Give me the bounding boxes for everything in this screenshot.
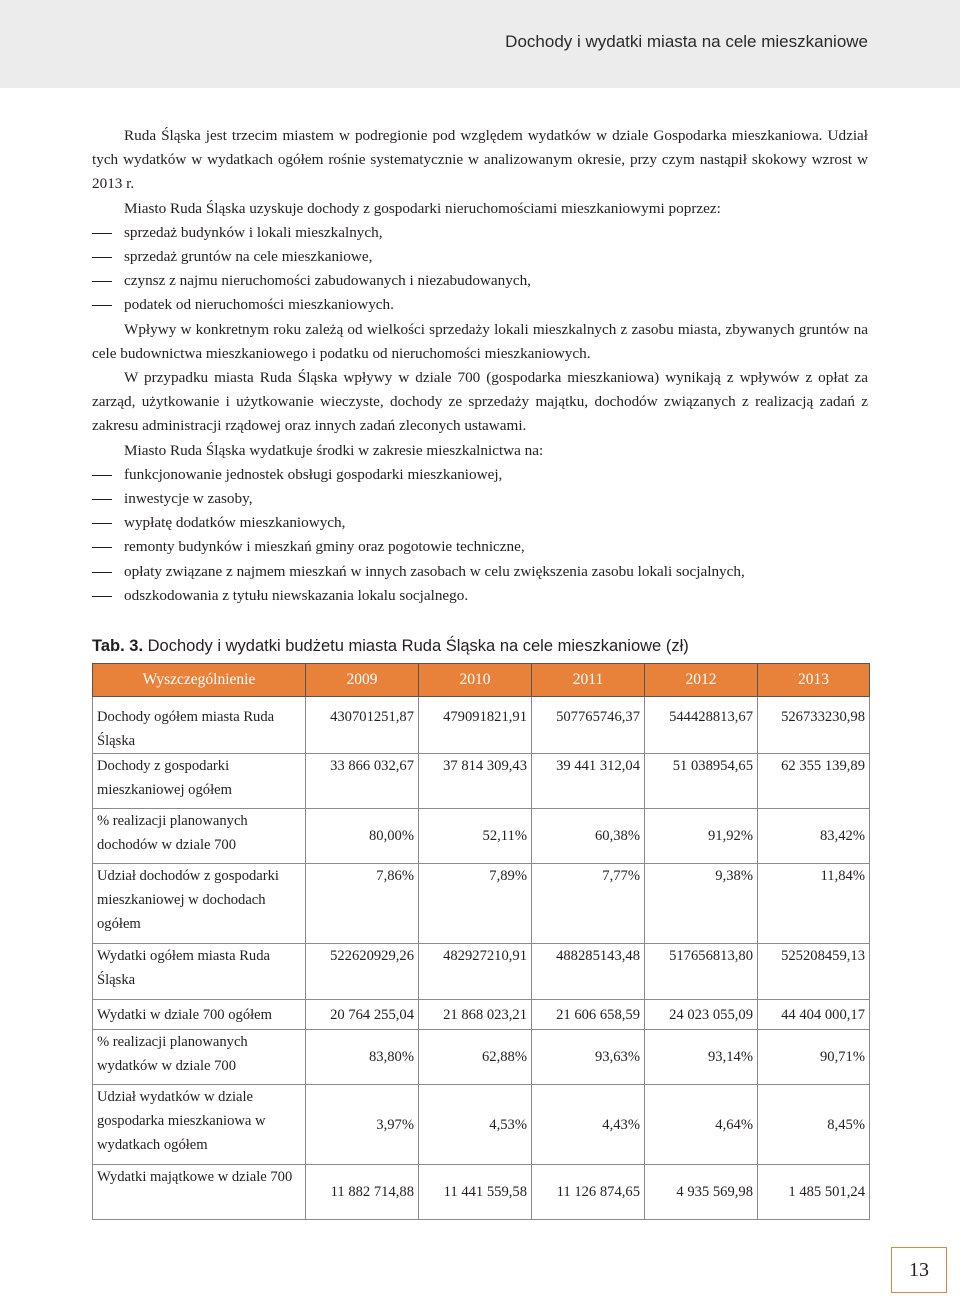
row-label: % realizacji planowanych dochodów w dziale 700 bbox=[93, 809, 306, 864]
table-cell: 507765746,37 bbox=[532, 697, 645, 754]
table-cell: 4,53% bbox=[419, 1085, 532, 1165]
row-label: Udział dochodów z gospodarki mieszkaniowej w dochodach ogółem bbox=[93, 864, 306, 944]
table-cell: 51 038954,65 bbox=[645, 754, 758, 809]
table-cell: 1 485 501,24 bbox=[758, 1165, 870, 1220]
table-cell: 93,63% bbox=[532, 1030, 645, 1085]
page-number: 13 bbox=[891, 1247, 947, 1293]
table-title: Dochody i wydatki budżetu miasta Ruda Śląska na cele mieszkaniowe (zł) bbox=[147, 637, 689, 655]
page-header-bar bbox=[0, 0, 960, 88]
list-item: wypłatę dodatków mieszkaniowych, bbox=[92, 511, 868, 535]
data-table bbox=[92, 663, 870, 1220]
table-cell: 11 882 714,88 bbox=[306, 1165, 419, 1220]
row-label: Wydatki ogółem miasta Ruda Śląska bbox=[93, 944, 306, 1000]
paragraph-3: Wpływy w konkretnym roku zależą od wielkości sprzedaży lokali mieszkalnych z zasobu miasta, zbywanych gruntów na cele budownictwa mieszkaniowego i podatku od nieruchomości mieszkaniowych. bbox=[92, 320, 868, 362]
table-cell: 3,97% bbox=[306, 1085, 419, 1165]
table-cell: 4,43% bbox=[532, 1085, 645, 1165]
row-label: Wydatki w dziale 700 ogółem bbox=[93, 1000, 306, 1030]
table-cell: 11 441 559,58 bbox=[419, 1165, 532, 1220]
table-cell: 517656813,80 bbox=[645, 944, 758, 1000]
running-title: Dochody i wydatki miasta na cele mieszkaniowe bbox=[505, 32, 868, 51]
table-row bbox=[93, 1165, 870, 1220]
paragraph-2: Miasto Ruda Śląska uzyskuje dochody z gospodarki nieruchomościami mieszkaniowymi poprzez: bbox=[124, 199, 721, 217]
list-item: inwestycje w zasoby, bbox=[92, 487, 868, 511]
table-cell: 21 868 023,21 bbox=[419, 1000, 532, 1030]
table-number: Tab. 3. bbox=[92, 637, 144, 655]
table-cell: 4 935 569,98 bbox=[645, 1165, 758, 1220]
table-row bbox=[93, 1030, 870, 1085]
table-cell: 482927210,91 bbox=[419, 944, 532, 1000]
table-cell: 488285143,48 bbox=[532, 944, 645, 1000]
table-cell: 44 404 000,17 bbox=[758, 1000, 870, 1030]
table-cell: 479091821,91 bbox=[419, 697, 532, 754]
table-cell: 91,92% bbox=[645, 809, 758, 864]
table-cell: 7,86% bbox=[306, 864, 419, 944]
income-list bbox=[92, 221, 868, 318]
table-header-row bbox=[93, 664, 870, 697]
table-row bbox=[93, 864, 870, 944]
table-row bbox=[93, 1085, 870, 1165]
list-item: czynsz z najmu nieruchomości zabudowanych i niezabudowanych, bbox=[92, 269, 868, 293]
table-row bbox=[93, 1000, 870, 1030]
list-item: podatek od nieruchomości mieszkaniowych. bbox=[92, 293, 868, 317]
table-cell: 544428813,67 bbox=[645, 697, 758, 754]
table-cell: 37 814 309,43 bbox=[419, 754, 532, 809]
row-label: Udział wydatków w dziale gospodarka mieszkaniowa w wydatkach ogółem bbox=[93, 1085, 306, 1165]
table-cell: 90,71% bbox=[758, 1030, 870, 1085]
table-row bbox=[93, 697, 870, 754]
table-cell: 83,80% bbox=[306, 1030, 419, 1085]
table-cell: 39 441 312,04 bbox=[532, 754, 645, 809]
table-cell: 526733230,98 bbox=[758, 697, 870, 754]
table-row bbox=[93, 754, 870, 809]
header-cell-year: 2010 bbox=[419, 664, 532, 697]
header-cell-year: 2013 bbox=[758, 664, 870, 697]
table-row bbox=[93, 944, 870, 1000]
table-cell: 93,14% bbox=[645, 1030, 758, 1085]
table-cell: 62,88% bbox=[419, 1030, 532, 1085]
header-cell-year: 2012 bbox=[645, 664, 758, 697]
list-item: sprzedaż gruntów na cele mieszkaniowe, bbox=[92, 245, 868, 269]
table-cell: 33 866 032,67 bbox=[306, 754, 419, 809]
table-cell: 7,89% bbox=[419, 864, 532, 944]
table-cell: 11,84% bbox=[758, 864, 870, 944]
paragraph-4: W przypadku miasta Ruda Śląska wpływy w dziale 700 (gospodarka mieszkaniowa) wynikają z wpływów z opłat za zarząd, użytkowanie i użytkowanie wieczyste, dochody ze sprzedaży majątku, dochodów związanych z realizacją zadań z zakresu administracji rządowej oraz innych zadań zleconych ustawami. bbox=[92, 369, 868, 435]
table-cell: 62 355 139,89 bbox=[758, 754, 870, 809]
table-cell: 83,42% bbox=[758, 809, 870, 864]
table-caption bbox=[92, 637, 689, 656]
table-cell: 80,00% bbox=[306, 809, 419, 864]
header-cell-year: 2009 bbox=[306, 664, 419, 697]
header-cell-label: Wyszczególnienie bbox=[93, 664, 306, 697]
paragraph-5: Miasto Ruda Śląska wydatkuje środki w zakresie mieszkalnictwa na: bbox=[124, 441, 544, 459]
table-cell: 7,77% bbox=[532, 864, 645, 944]
list-item: funkcjonowanie jednostek obsługi gospodarki mieszkaniowej, bbox=[92, 463, 868, 487]
row-label: Wydatki majątkowe w dziale 700 bbox=[93, 1165, 306, 1220]
table-cell: 52,11% bbox=[419, 809, 532, 864]
table-cell: 9,38% bbox=[645, 864, 758, 944]
header-cell-year: 2011 bbox=[532, 664, 645, 697]
table-row bbox=[93, 809, 870, 864]
table-cell: 20 764 255,04 bbox=[306, 1000, 419, 1030]
row-label: Dochody z gospodarki mieszkaniowej ogółem bbox=[93, 754, 306, 809]
table-cell: 8,45% bbox=[758, 1085, 870, 1165]
list-item: sprzedaż budynków i lokali mieszkalnych, bbox=[92, 221, 868, 245]
table-cell: 525208459,13 bbox=[758, 944, 870, 1000]
main-text bbox=[92, 124, 868, 608]
list-item: odszkodowania z tytułu niewskazania lokalu socjalnego. bbox=[92, 584, 868, 608]
row-label: % realizacji planowanych wydatków w dziale 700 bbox=[93, 1030, 306, 1085]
table-cell: 24 023 055,09 bbox=[645, 1000, 758, 1030]
table-cell: 522620929,26 bbox=[306, 944, 419, 1000]
table-cell: 430701251,87 bbox=[306, 697, 419, 754]
table-cell: 11 126 874,65 bbox=[532, 1165, 645, 1220]
paragraph-1: Ruda Śląska jest trzecim miastem w podregionie pod względem wydatków w dziale Gospodarka mieszkaniowa. Udział tych wydatków w wydatkach ogółem rośnie systematycznie w analizowanym okresie, przy czym nastąpił skokowy wzrost w 2013 r. bbox=[92, 127, 868, 193]
expense-list bbox=[92, 463, 868, 608]
table-cell: 60,38% bbox=[532, 809, 645, 864]
table-cell: 21 606 658,59 bbox=[532, 1000, 645, 1030]
row-label: Dochody ogółem miasta Ruda Śląska bbox=[93, 697, 306, 754]
list-item: remonty budynków i mieszkań gminy oraz pogotowie techniczne, bbox=[92, 535, 868, 559]
table-cell: 4,64% bbox=[645, 1085, 758, 1165]
list-item: opłaty związane z najmem mieszkań w innych zasobach w celu zwiększenia zasobu lokali socjalnych, bbox=[92, 560, 868, 584]
